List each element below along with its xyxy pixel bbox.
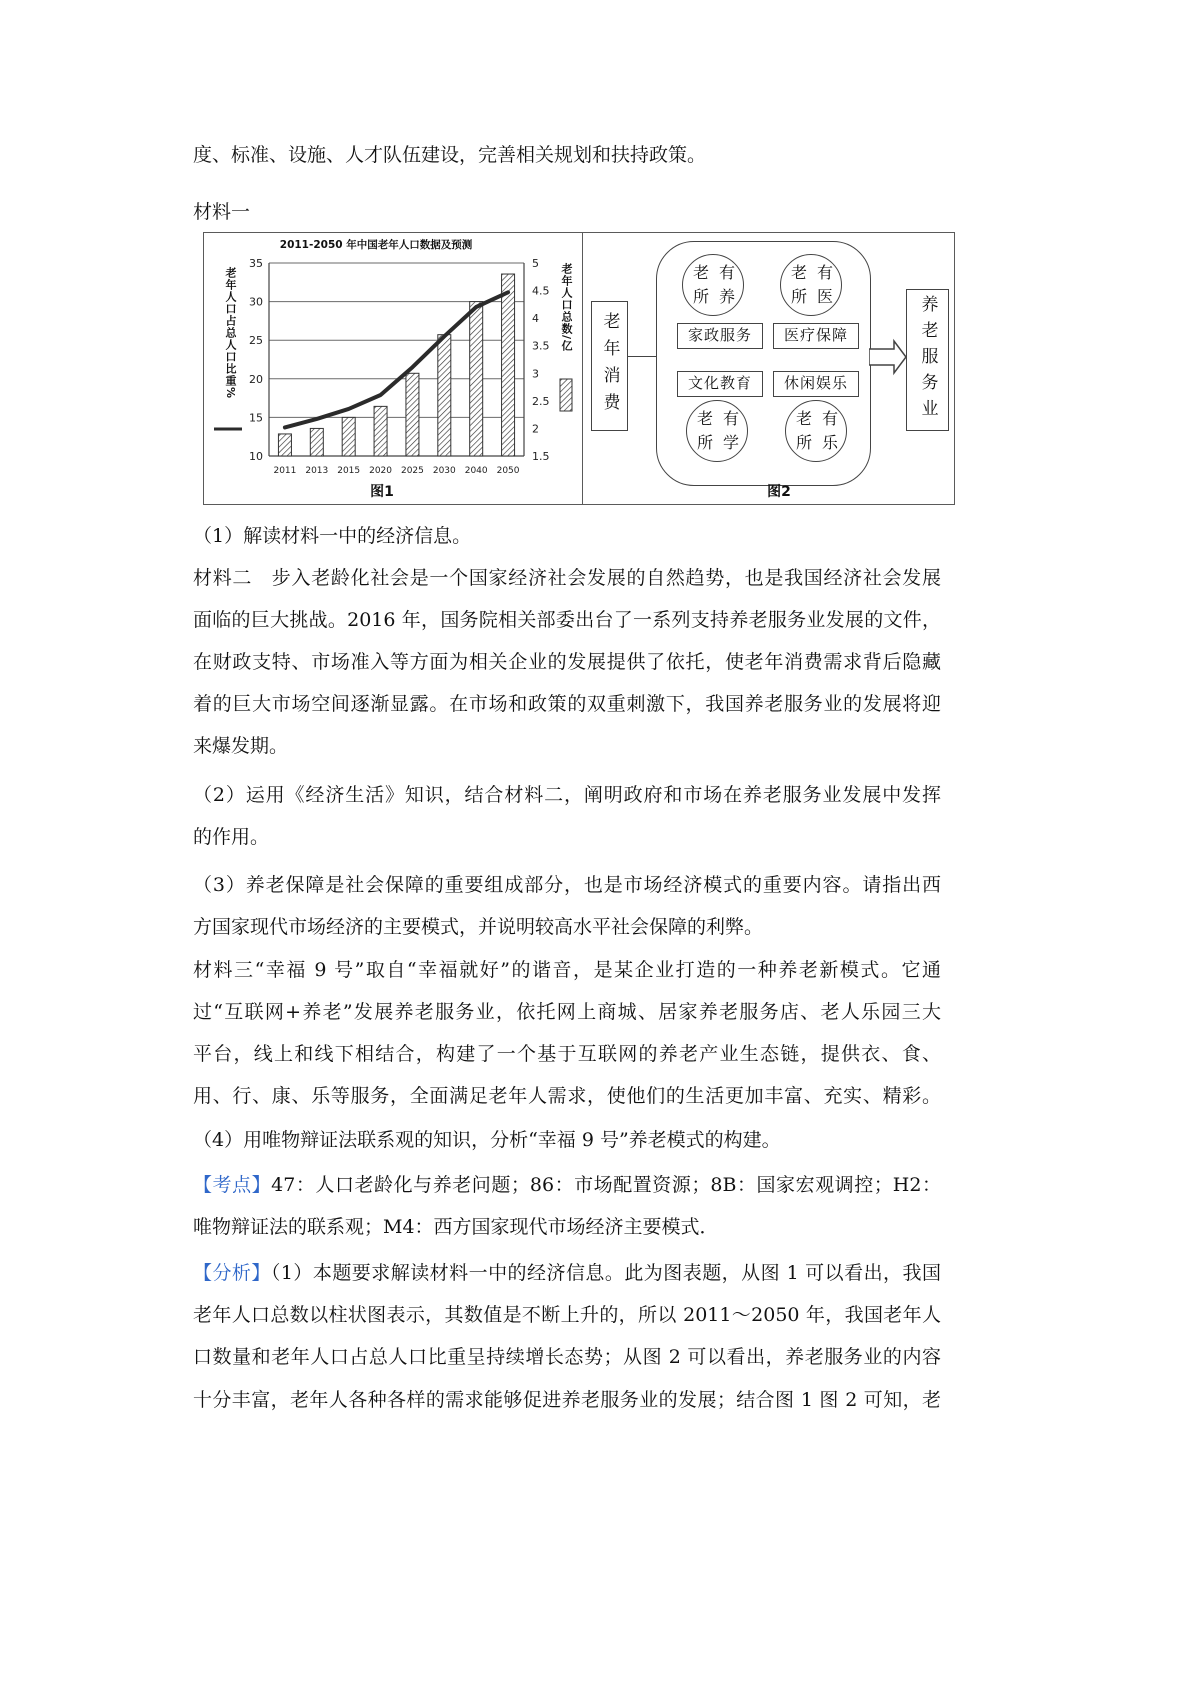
kaodian-line xyxy=(193,1172,941,1198)
kaodian-label: 【考点】 xyxy=(193,1174,272,1196)
circle-elderly-care xyxy=(682,254,744,316)
right-arrow-icon xyxy=(869,337,907,377)
fenxi-line: 老年人口总数以柱状图表示，其数值是不断上升的，所以 2011～2050 年，我国老年人 xyxy=(193,1304,941,1326)
service-box-education: 文化教育 xyxy=(677,371,763,397)
material2-line: 来爆发期。 xyxy=(193,735,289,757)
intro-line: 度、标准、设施、人才队伍建设，完善相关规划和扶持政策。 xyxy=(193,144,707,166)
elderly-service-industry-label: 养老服务业 xyxy=(917,295,938,425)
right-tick-label: 5 xyxy=(532,257,539,270)
x-tick-label: 2050 xyxy=(496,466,520,476)
elderly-service-industry-box xyxy=(906,289,949,431)
x-tick-label: 2015 xyxy=(337,466,361,476)
bar xyxy=(502,274,515,456)
question-3-line: 方国家现代市场经济的主要模式，并说明较高水平社会保障的利弊。 xyxy=(193,916,764,938)
right-tick-label: 1.5 xyxy=(532,450,550,463)
material3-line: 用、行、康、乐等服务，全面满足老年人需求，使他们的生活更加丰富、充实、精彩。 xyxy=(193,1085,941,1107)
question-1: （1）解读材料一中的经济信息。 xyxy=(193,525,472,547)
kaodian-line: 唯物辩证法的联系观；M4：西方国家现代市场经济主要模式． xyxy=(193,1216,719,1238)
fenxi-line xyxy=(193,1260,941,1286)
bar xyxy=(278,434,291,456)
left-tick-label: 30 xyxy=(249,295,263,309)
fig1-caption: 图1 xyxy=(370,484,394,500)
circle-elderly-medical xyxy=(780,254,842,316)
panel-divider xyxy=(582,233,583,504)
x-tick-label: 2013 xyxy=(305,466,329,476)
left-tick-label: 20 xyxy=(249,372,263,386)
service-box-medical: 医疗保障 xyxy=(773,323,859,349)
fenxi-label: 【分析】 xyxy=(193,1262,271,1284)
material1-label: 材料一 xyxy=(193,201,251,223)
bar xyxy=(374,406,387,456)
right-tick-label: 3 xyxy=(532,367,539,381)
connector-line xyxy=(628,356,656,357)
x-tick-label: 2040 xyxy=(464,466,488,476)
question-2-line: 的作用。 xyxy=(193,826,270,848)
fig2-caption: 图2 xyxy=(767,484,791,500)
fenxi-line: 十分丰富，老年人各种各样的需求能够促进养老服务业的发展；结合图 1 图 2 可知，老 xyxy=(193,1389,941,1411)
x-tick-label: 2030 xyxy=(432,466,456,476)
right-tick-label: 4 xyxy=(532,312,539,326)
legend-bar-symbol xyxy=(560,379,572,411)
question-2-line: （2）运用《经济生活》知识，结合材料二，阐明政府和市场在养老服务业发展中发挥 xyxy=(193,784,941,806)
question-3-line: （3）养老保障是社会保障的重要组成部分，也是市场经济模式的重要内容。请指出西 xyxy=(193,874,941,896)
left-tick-label: 25 xyxy=(249,334,263,348)
kaodian-text: 47：人口老龄化与养老问题；86：市场配置资源；8B：国家宏观调控；H2： xyxy=(271,1174,941,1196)
bar xyxy=(342,417,355,456)
right-tick-label: 2 xyxy=(532,422,539,436)
fenxi-line: 口数量和老年人口占总人口比重呈持续增长态势；从图 2 可以看出，养老服务业的内容 xyxy=(193,1346,941,1368)
circle-label: 老有所医 xyxy=(791,263,844,306)
left-tick-label: 35 xyxy=(249,257,263,270)
left-axis-label: 老年人口占总人口比重% xyxy=(224,267,237,400)
material2-line: 在财政支特、市场准入等方面为相关企业的发展提供了依托，使老年消费需求背后隐藏 xyxy=(193,651,941,673)
elderly-population-chart xyxy=(204,233,582,504)
x-tick-label: 2011 xyxy=(273,466,297,476)
question-4: （4）用唯物辩证法联系观的知识，分析“幸福 9 号”养老模式的构建。 xyxy=(193,1129,781,1151)
x-tick-label: 2025 xyxy=(400,466,424,476)
material2-line: 面临的巨大挑战。2016 年，国务院相关部委出台了一系列支持养老服务业发展的文件， xyxy=(193,609,941,631)
left-tick-label: 15 xyxy=(249,411,263,425)
fenxi-text: （1）本题要求解读材料一中的经济信息。此为图表题，从图 1 可以看出，我国 xyxy=(270,1262,941,1284)
circle-label: 老有所养 xyxy=(693,263,746,306)
bar xyxy=(310,428,323,456)
material2-line: 材料二 步入老龄化社会是一个国家经济社会发展的自然趋势，也是我国经济社会发展 xyxy=(193,567,941,589)
material3-line: 过“互联网+养老”发展养老服务业，依托网上商城、居家养老服务店、老人乐园三大 xyxy=(193,1001,941,1023)
left-tick-label: 10 xyxy=(249,450,263,463)
service-box-housekeeping: 家政服务 xyxy=(677,323,763,349)
circle-label: 老有所学 xyxy=(697,409,750,452)
bar xyxy=(438,335,451,456)
circle-elderly-learning xyxy=(686,400,748,462)
material3-line: 材料三“幸福 9 号”取自“幸福就好”的谐音，是某企业打造的一种养老新模式。它通 xyxy=(193,959,941,981)
chart-title: 2011-2050 年中国老年人口数据及预测 xyxy=(279,239,473,251)
material2-line: 着的巨大市场空间逐渐显露。在市场和政策的双重刺激下，我国养老服务业的发展将迎 xyxy=(193,693,941,715)
x-tick-label: 2020 xyxy=(369,466,393,476)
service-box-leisure: 休闲娱乐 xyxy=(773,371,859,397)
elderly-consumption-label: 老年消费 xyxy=(599,312,620,420)
right-tick-label: 2.5 xyxy=(532,394,550,408)
circle-label: 老有所乐 xyxy=(796,409,849,452)
bar xyxy=(470,302,483,456)
right-axis-label: 老年人口总数/亿 xyxy=(560,263,573,353)
material1-figure xyxy=(203,232,955,505)
bar xyxy=(406,373,419,456)
circle-elderly-joy xyxy=(785,400,847,462)
right-tick-label: 4.5 xyxy=(532,284,550,298)
material3-line: 平台，线上和线下相结合，构建了一个基于互联网的养老产业生态链，提供衣、食、 xyxy=(193,1043,941,1065)
elderly-consumption-box xyxy=(591,301,628,431)
right-tick-label: 3.5 xyxy=(532,339,550,353)
